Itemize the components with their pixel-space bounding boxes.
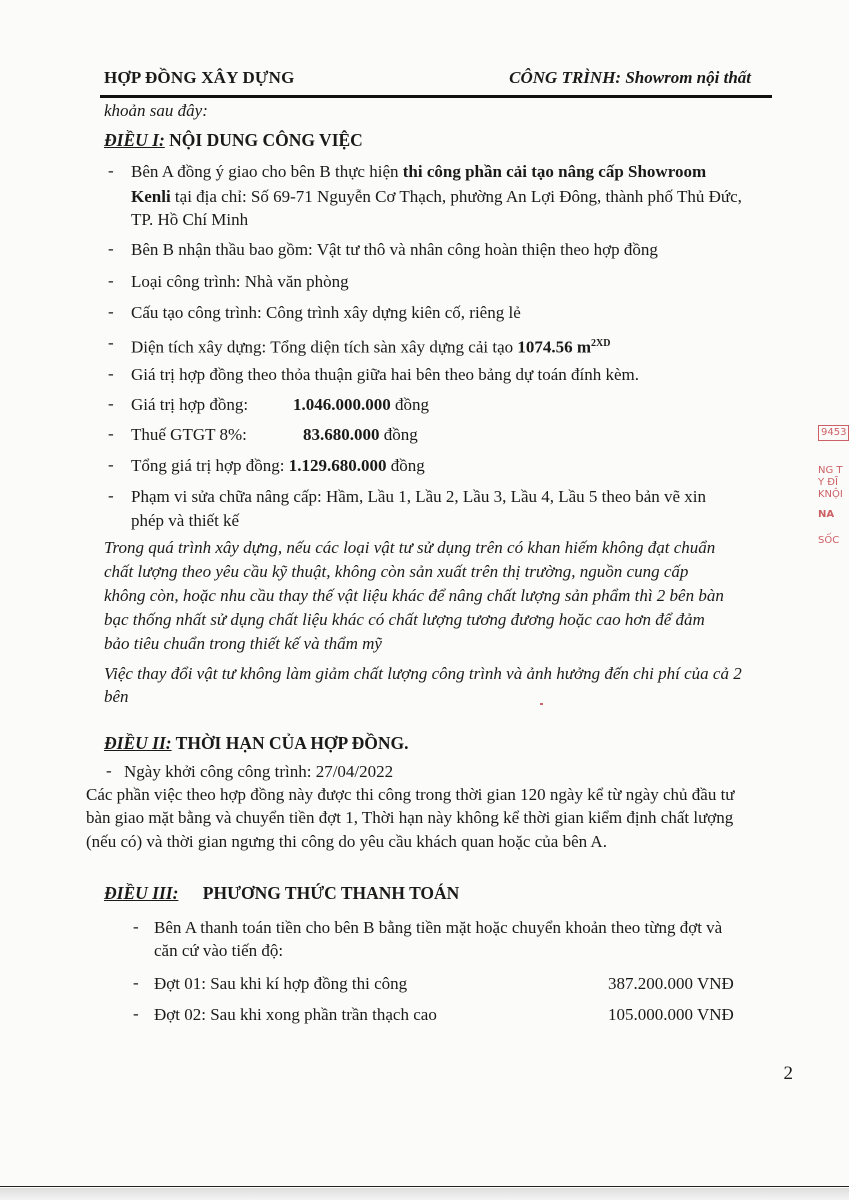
contract-value-label: Giá trị hợp đồng:	[131, 395, 249, 414]
stamp-line: NG T	[818, 465, 843, 476]
payment-1-amount: 387.200.000 VNĐ	[608, 974, 734, 993]
bullet-dash: -	[133, 917, 139, 936]
intro-text: khoản sau đây:	[104, 101, 208, 120]
currency-unit: đồng	[390, 395, 429, 414]
bullet-dash: -	[108, 455, 114, 474]
bullet-dash: -	[133, 1004, 139, 1023]
total-value	[131, 455, 425, 477]
article-2-para-line-3: (nếu có) và thời gian ngưng thi công do yêu cầu khách quan hoặc của bên A.	[86, 832, 607, 851]
bullet-dash: -	[108, 333, 114, 352]
page-bottom-edge	[0, 1186, 849, 1187]
article-1-item-10-line-1: Phạm vi sửa chữa nâng cấp: Hầm, Lầu 1, Lầu 2, Lầu 3, Lầu 4, Lầu 5 theo bản vẽ xin	[131, 487, 707, 506]
amount: 83.680.000	[303, 425, 380, 444]
note-1-line-2: chất lượng theo yêu cầu kỹ thuật, không còn sản xuất trên thị trường, nguồn cung cấp	[104, 562, 689, 581]
article-3-heading	[104, 883, 459, 904]
stamp-box-text: 9453	[818, 425, 849, 441]
amount: 1.046.000.000	[293, 395, 391, 414]
vat-value	[303, 424, 418, 446]
page-number: 2	[783, 1063, 793, 1084]
article-1-item-4: Cấu tạo công trình: Công trình xây dựng kiên cố, riêng lẻ	[131, 303, 521, 322]
stamp-line: NA	[818, 509, 835, 520]
article-1-heading	[104, 130, 363, 151]
bullet-dash: -	[108, 364, 114, 383]
contract-value	[293, 394, 429, 416]
article-1-item-10-line-2: phép và thiết kế	[131, 511, 240, 530]
article-3-item-1-line-1: Bên A thanh toán tiền cho bên B bằng tiền mặt hoặc chuyển khoản theo từng đợt và	[154, 918, 723, 937]
article-2-para-line-2: bàn giao mặt bằng và chuyển tiền đợt 1, Thời hạn này không kể thời gian kiểm định chất lượng	[86, 808, 734, 827]
article-2-para-line-1: Các phần việc theo hợp đồng này được thi công trong thời gian 120 ngày kể từ ngày chủ đầu tư	[86, 785, 735, 804]
note-1-line-4: bạc thống nhất sử dụng chất liệu khác có chất lượng tương đương hoặc cao hơn để đảm	[104, 610, 705, 629]
bullet-dash: -	[108, 486, 114, 505]
red-stamp	[818, 425, 849, 595]
amount: 1.129.680.000	[288, 456, 387, 475]
article-3-title: PHƯƠNG THỨC THANH TOÁN	[202, 883, 460, 903]
article-1-item-1-line-2	[131, 186, 742, 208]
article-1-item-1-line-3: TP. Hồ Chí Minh	[131, 210, 249, 229]
bullet-dash: -	[133, 973, 139, 992]
header-title: HỢP ĐỒNG XÂY DỰNG	[104, 68, 295, 87]
article-2-heading	[104, 733, 409, 754]
stamp-line: Y ĐĨ	[818, 477, 838, 488]
item-text: Bên A đồng ý giao cho bên B thực hiện	[131, 162, 403, 181]
article-1-item-3: Loại công trình: Nhà văn phòng	[131, 272, 349, 291]
currency-unit: đồng	[379, 425, 418, 444]
area-unit-superscript: 2XD	[591, 338, 611, 349]
total-label: Tổng giá trị hợp đồng:	[131, 456, 289, 475]
bullet-dash: -	[106, 761, 112, 780]
article-1-item-1-line-1	[131, 161, 706, 183]
bullet-dash: -	[108, 271, 114, 290]
bullet-dash: -	[108, 394, 114, 413]
scan-shadow	[0, 1188, 849, 1200]
article-1-label: ĐIỀU I:	[104, 130, 165, 150]
item-bold-text: Kenli	[131, 187, 171, 206]
currency-unit: đồng	[386, 456, 425, 475]
note-2-line-2: bên	[104, 687, 129, 706]
article-1-item-6: Giá trị hợp đồng theo thỏa thuận giữa hai bên theo bảng dự toán đính kèm.	[131, 365, 640, 384]
payment-2-label: Đợt 02: Sau khi xong phần trần thạch cao	[154, 1005, 437, 1024]
article-1-item-5	[131, 333, 611, 359]
area-value: 1074.56 m	[517, 337, 592, 357]
item-text: tại địa chỉ: Số 69-71 Nguyễn Cơ Thạch, phường An Lợi Đông, thành phố Thủ Đức,	[170, 187, 742, 206]
stamp-line: KNỘI	[818, 489, 843, 500]
article-1-item-2: Bên B nhận thầu bao gồm: Vật tư thô và nhân công hoàn thiện theo hợp đồng	[131, 240, 658, 259]
note-2-line-1: Việc thay đổi vật tư không làm giảm chất lượng công trình và ảnh hưởng đến chi phí của cả 2	[104, 664, 742, 683]
article-3-label: ĐIỀU III:	[104, 883, 179, 903]
note-1-line-3: không còn, hoặc nhu cầu thay thế vật liệu khác để nâng chất lượng sản phẩm thì 2 bên bàn	[104, 586, 724, 605]
header-rule	[100, 95, 772, 98]
vat-label: Thuế GTGT 8%:	[131, 425, 247, 444]
header-project: CÔNG TRÌNH: Showrom nội thất	[509, 68, 751, 87]
article-1-title: NỘI DUNG CÔNG VIỆC	[169, 130, 363, 150]
article-3-item-1-line-2: căn cứ vào tiến độ:	[154, 941, 284, 960]
stamp-line: SỐC	[818, 535, 840, 546]
scan-speck	[540, 703, 543, 705]
bullet-dash: -	[108, 424, 114, 443]
article-2-item-1: Ngày khởi công công trình: 27/04/2022	[124, 762, 394, 781]
payment-1-label: Đợt 01: Sau khi kí hợp đồng thi công	[154, 974, 408, 993]
item-text: Diện tích xây dựng: Tổng diện tích sàn xây dựng cải tạo	[131, 337, 518, 357]
item-bold-text: thi công phần cải tạo nâng cấp Showroom	[402, 162, 707, 181]
bullet-dash: -	[108, 302, 114, 321]
bullet-dash: -	[108, 161, 114, 180]
bullet-dash: -	[108, 239, 114, 258]
note-1-line-1: Trong quá trình xây dựng, nếu các loại vật tư sử dụng trên có khan hiếm không đạt chuẩn	[104, 538, 716, 557]
payment-2-amount: 105.000.000 VNĐ	[608, 1005, 734, 1024]
article-2-label: ĐIỀU II:	[104, 733, 172, 753]
article-2-title: THỜI HẠN CỦA HỢP ĐỒNG.	[175, 733, 409, 753]
note-1-line-5: bảo tiêu chuẩn trong thiết kế và thẩm mỹ	[104, 634, 382, 653]
